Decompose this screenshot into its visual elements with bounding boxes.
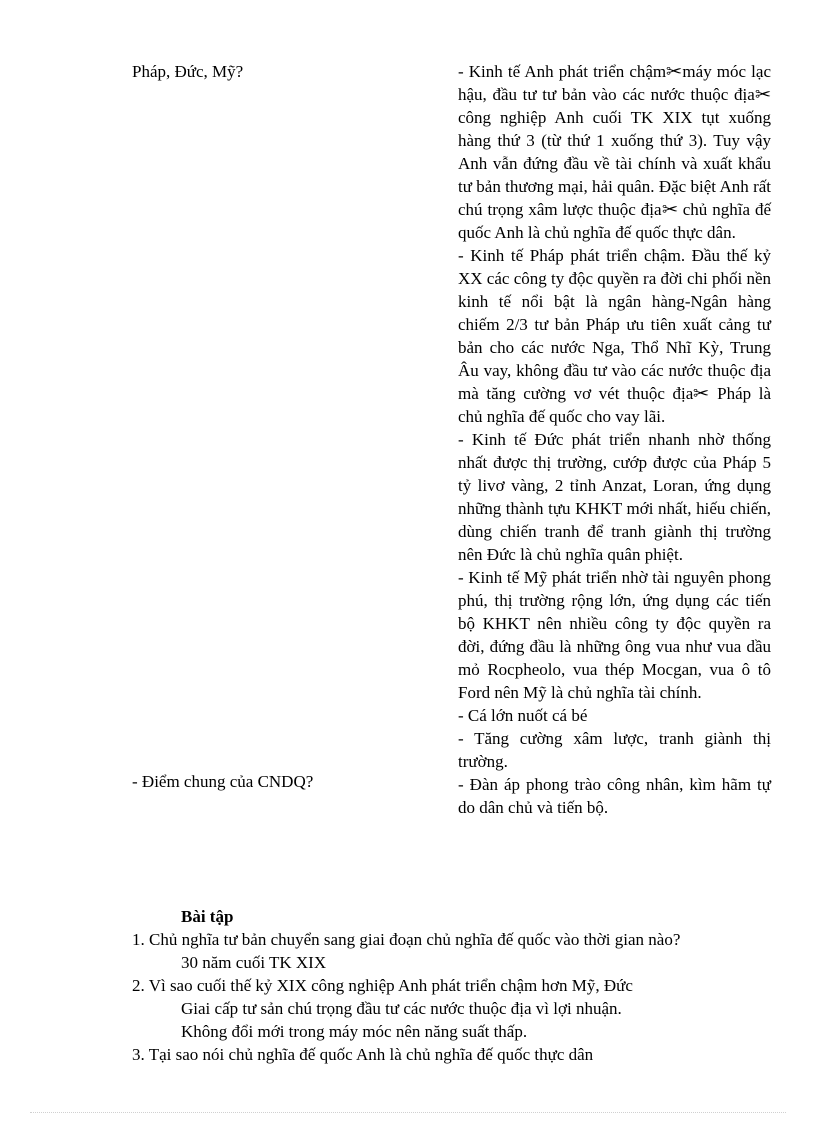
scissors-arrow-icon: ✂ <box>666 62 683 82</box>
exercise-answer-1: 30 năm cuối TK XIX <box>181 953 327 972</box>
exercise-question-3: 3. Tại sao nói chủ nghĩa đế quốc Anh là chủ nghĩa đế quốc thực dân <box>132 1045 594 1064</box>
scissors-arrow-icon: ✂ <box>661 200 678 220</box>
paragraph-uk: - Kinh tế Anh phát triển chậm✂máy móc lạc hậu, đầu tư tư bản vào các nước thuộc địa✂ công nghiệp Anh cuối TK XIX tụt xuống hàng thứ 3 (từ thứ 1 xuống thứ 3). Tuy vậy Anh vẫn đứng đầu về tài chính và xuất khẩu tư bản thương mại, hải quân. Đặc biệt Anh rất chú trọng xâm lược thuộc địa✂ chủ nghĩa đế quốc Anh là chủ nghĩa đế quốc thực dân. <box>458 62 772 242</box>
exercises-heading: Bài tập <box>181 907 234 926</box>
right-answer-column <box>458 60 771 819</box>
paragraph-germany: - Kinh tế Đức phát triển nhanh nhờ thống nhất được thị trường, cướp được của Pháp 5 tỷ livơ vàng, 2 tỉnh Anzat, Loran, ứng dụng những thành tựu KHKT mới nhất, hiếu chiến, dùng chiến tranh để tranh giành thị trường nên Đức là chủ nghĩa quân phiệt. <box>458 430 771 564</box>
exercise-answer-2-line-1: Giai cấp tư sản chú trọng đầu tư các nước thuộc địa vì lợi nhuận. <box>181 999 622 1018</box>
scissors-arrow-icon: ✂ <box>754 85 772 105</box>
common-trait-1: - Cá lớn nuốt cá bé <box>458 706 588 725</box>
exercise-answer-2-line-2: Không đổi mới trong máy móc nên năng suất thấp. <box>181 1022 528 1041</box>
exercise-question-2: 2. Vì sao cuối thế kỷ XIX công nghiệp Anh phát triển chậm hơn Mỹ, Đức <box>132 976 633 995</box>
page-bottom-divider <box>30 1112 786 1113</box>
common-trait-3: - Đàn áp phong trào công nhân, kìm hãm tự do dân chủ và tiến bộ. <box>458 775 771 817</box>
scissors-arrow-icon: ✂ <box>693 384 710 404</box>
common-trait-2: - Tăng cường xâm lược, tranh giành thị trường. <box>458 729 771 771</box>
left-question-common-traits: - Điểm chung của CNDQ? <box>132 772 314 791</box>
exercises-section <box>132 905 792 1066</box>
left-question-countries: Pháp, Đức, Mỹ? <box>132 62 244 81</box>
exercise-question-1: 1. Chủ nghĩa tư bản chuyển sang giai đoạn chủ nghĩa đế quốc vào thời gian nào? <box>132 930 681 949</box>
paragraph-usa: - Kinh tế Mỹ phát triển nhờ tài nguyên phong phú, thị trường rộng lớn, ứng dụng các tiến bộ KHKT nên nhiều công ty độc quyền ra đời, đứng đầu là những ông vua như vua dầu mỏ Rocpheolo, vua thép Mocgan, vua ô tô Ford nên Mỹ là chủ nghĩa tài chính. <box>458 568 771 702</box>
paragraph-france: - Kinh tế Pháp phát triển chậm. Đầu thế kỷ XX các công ty độc quyền ra đời chi phối nền kinh tế nổi bật là ngân hàng-Ngân hàng chiếm 2/3 tư bản Pháp ưu tiên xuất cảng tư bản cho các nước Nga, Thổ Nhĩ Kỳ, Trung Âu vay, không đầu tư vào các nước thuộc địa mà tăng cường vơ vét thuộc địa✂ Pháp là chủ nghĩa đế quốc cho vay lãi. <box>458 246 772 426</box>
